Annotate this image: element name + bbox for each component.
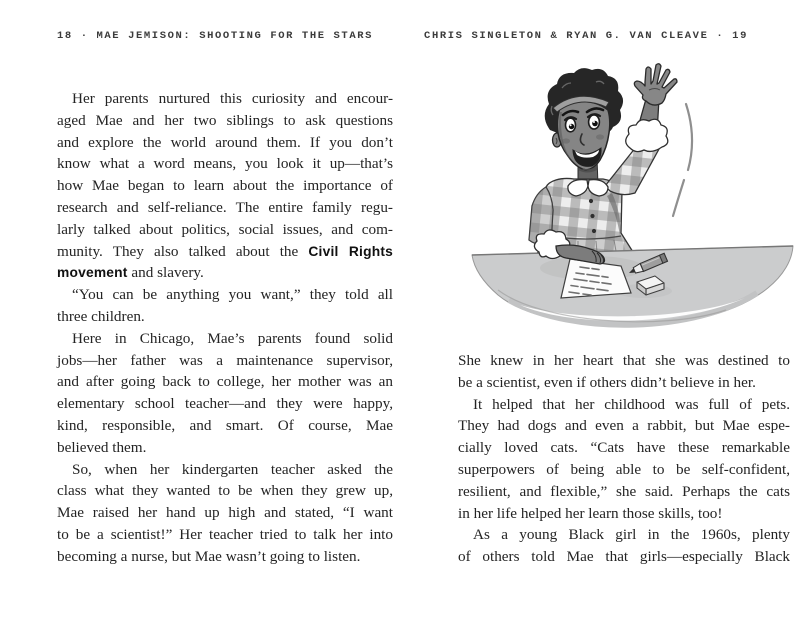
bold-term: movement <box>57 265 128 281</box>
text-segment: and explore the world around them. If you don’t <box>57 133 393 151</box>
text-segment: know what a word means, you look it up—that’s <box>57 155 393 173</box>
text-segment: munity. They also talked about the <box>57 242 309 260</box>
text-line <box>57 546 393 568</box>
text-line <box>57 328 393 350</box>
girl-figure <box>529 64 677 252</box>
text-line <box>57 262 393 284</box>
text-line <box>57 153 393 175</box>
text-segment: Mae raised her hand up high and stated, “I want <box>57 504 393 522</box>
text-line <box>458 481 790 503</box>
text-segment: So, when her kindergarten teacher asked the <box>72 460 393 478</box>
text-line <box>57 502 393 524</box>
text-segment: becoming a nurse, but Mae wasn’t going to listen. <box>57 547 361 565</box>
text-line <box>57 88 393 110</box>
text-segment: Her parents nurtured this curiosity and encour- <box>72 90 393 107</box>
text-line <box>57 437 393 459</box>
text-segment: cially loved cats. “Cats have these remarkable <box>458 439 790 457</box>
text-segment: superpowers of being able to be self-confident, <box>458 460 790 478</box>
text-line <box>458 350 790 372</box>
text-segment: kind, responsible, and smart. Of course, Mae <box>57 416 393 434</box>
text-segment: class what they wanted to be when they grew up, <box>57 482 393 500</box>
text-line <box>57 132 393 154</box>
text-segment: As a young Black girl in the 1960s, plenty <box>473 526 790 544</box>
text-segment: believed them. <box>57 438 147 456</box>
running-head-left: 18 · MAE JEMISON: SHOOTING FOR THE STARS <box>57 30 374 42</box>
mae-illustration <box>455 58 800 330</box>
text-line <box>57 393 393 415</box>
text-segment: elementary school teacher—and they were happy, <box>57 395 393 413</box>
text-segment: larly talked about politics, social issues, and com- <box>57 220 393 238</box>
head <box>545 68 623 170</box>
text-line <box>57 110 393 132</box>
text-segment: of others told Mae that girls—especially Black <box>458 548 790 566</box>
motion-lines <box>673 104 692 216</box>
text-line <box>57 415 393 437</box>
text-line <box>458 459 790 481</box>
text-segment: Here in Chicago, Mae’s parents found solid <box>72 329 393 347</box>
text-segment: “You can be anything you want,” they told all <box>72 286 393 304</box>
text-line <box>57 371 393 393</box>
text-line <box>57 459 393 481</box>
text-line <box>458 415 790 437</box>
text-line <box>57 306 393 328</box>
text-segment: and after going back to college, her mother was an <box>57 373 393 391</box>
text-line <box>458 524 790 546</box>
text-segment: resilient, and flexible,” she said. Perhaps the cats <box>458 482 790 500</box>
text-segment: aged Mae and her two siblings to ask questions <box>57 111 393 129</box>
text-line <box>57 219 393 241</box>
text-line <box>57 284 393 306</box>
text-line <box>458 372 790 394</box>
text-segment: in her life helped her learn those skills, too! <box>458 504 723 522</box>
text-line <box>458 394 790 416</box>
right-page-text <box>458 350 790 568</box>
text-line <box>57 175 393 197</box>
text-line <box>458 503 790 525</box>
text-segment: It helped that her childhood was full of pets. <box>473 395 790 413</box>
running-head-right: CHRIS SINGLETON & RYAN G. VAN CLEAVE · 19 <box>424 30 748 42</box>
text-line <box>57 197 393 219</box>
text-segment: to be a scientist!” Her teacher tried to talk her into <box>57 525 393 543</box>
text-segment: be a scientist, even if others didn’t believe in her. <box>458 373 756 391</box>
text-segment: three children. <box>57 307 145 325</box>
text-line <box>458 437 790 459</box>
text-segment: They had dogs and even a rabbit, but Mae espe- <box>458 417 790 435</box>
text-line <box>458 546 790 568</box>
text-line <box>57 480 393 502</box>
bold-term: Civil Rights <box>308 243 393 259</box>
text-segment: and slavery. <box>127 264 204 282</box>
text-segment: research and self-reliance. The entire family regu- <box>57 198 393 216</box>
text-line <box>57 524 393 546</box>
text-segment: how Mae began to learn about the importance of <box>57 177 393 195</box>
text-line <box>57 350 393 372</box>
text-segment: jobs—her father was a maintenance supervisor, <box>57 351 393 369</box>
text-line <box>57 241 393 263</box>
left-page-text <box>57 88 393 568</box>
text-segment: She knew in her heart that she was destined to <box>458 352 790 369</box>
